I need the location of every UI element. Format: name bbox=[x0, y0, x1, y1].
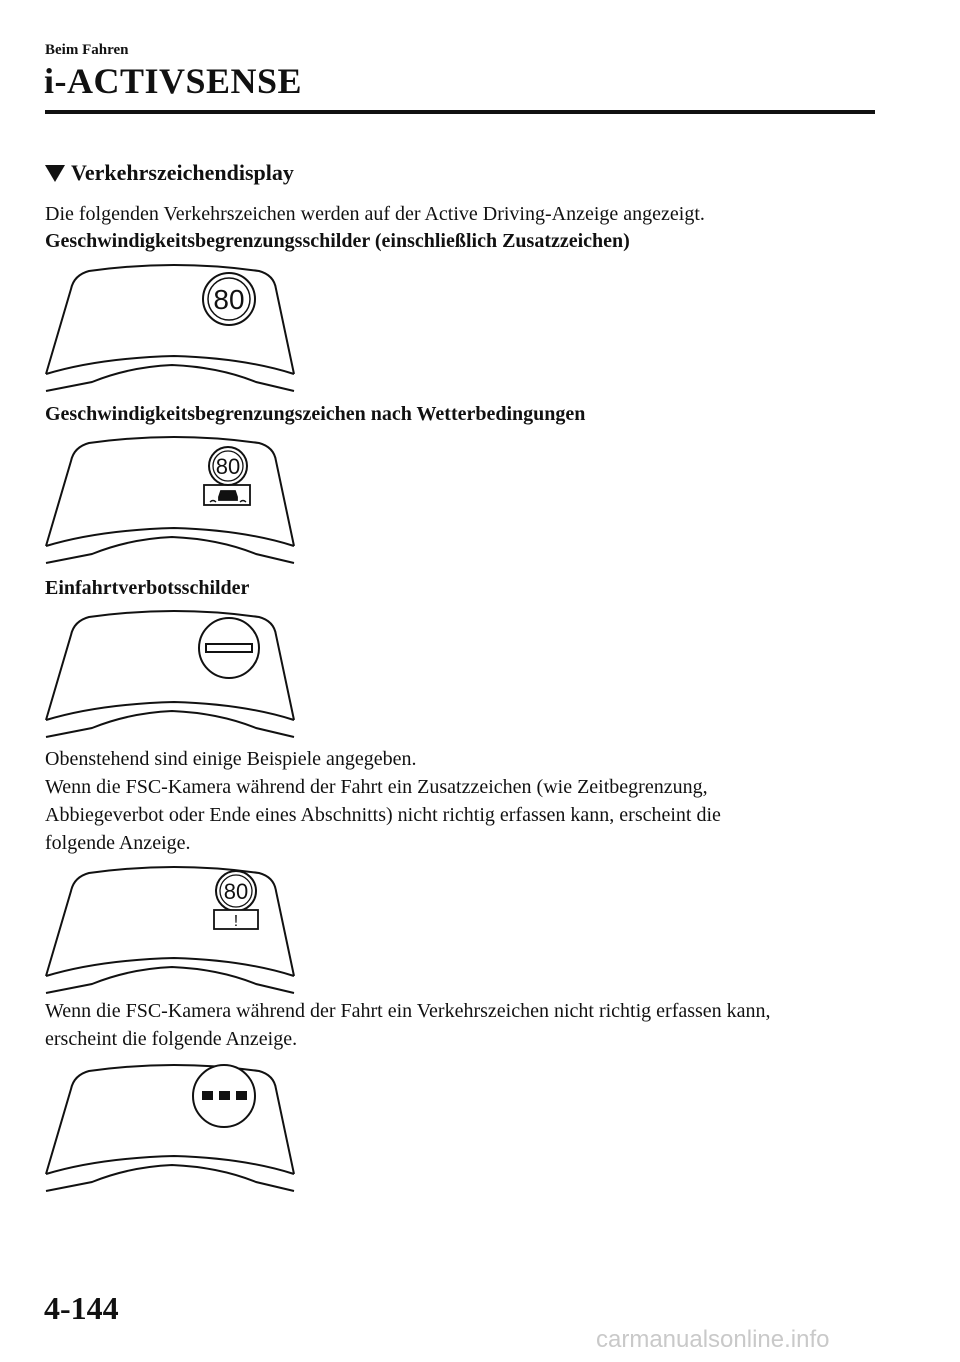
svg-text:!: ! bbox=[233, 913, 239, 930]
figure-unrecognized-supplement bbox=[44, 859, 300, 997]
no-entry-subhead: Einfahrtverbotsschilder bbox=[45, 577, 250, 599]
speed-limit-sign-icon bbox=[216, 871, 256, 911]
no-entry-sign-icon bbox=[199, 618, 259, 678]
speed-limit-sign-icon bbox=[203, 273, 255, 325]
windshield-display-illustration bbox=[44, 429, 300, 567]
examples-text-4: folgende Anzeige. bbox=[45, 832, 191, 854]
examples-text-2: Wenn die FSC-Kamera während der Fahrt ein Zusatzzeichen (wie Zeitbegrenzung, bbox=[45, 776, 708, 798]
unrecognized-text-1: Wenn die FSC-Kamera während der Fahrt ein Verkehrszeichen nicht richtig erfassen kann, bbox=[45, 1000, 771, 1022]
watermark: carmanualsonline.info bbox=[596, 1326, 830, 1353]
windshield-display-illustration bbox=[44, 257, 300, 395]
unrecognized-sign-icon bbox=[193, 1065, 255, 1127]
triangle-bullet-icon bbox=[45, 165, 65, 182]
windshield-display-illustration bbox=[44, 603, 300, 741]
section-title: i-ACTIVSENSE bbox=[44, 61, 303, 101]
figure-weather-speed-limit bbox=[44, 429, 300, 567]
page-number: 4-144 bbox=[44, 1290, 119, 1326]
slippery-road-icon bbox=[204, 485, 250, 505]
intro-text: Die folgenden Verkehrszeichen werden auf der Active Driving-Anzeige angezeigt. bbox=[45, 203, 705, 225]
examples-text-3: Abbiegeverbot oder Ende eines Abschnitts) nicht richtig erfassen kann, erscheint die bbox=[45, 804, 721, 826]
exclamation-icon bbox=[214, 910, 258, 930]
speed-value: 80 bbox=[223, 879, 249, 904]
figure-unrecognized-sign bbox=[44, 1057, 300, 1195]
speed-limit-sign-icon bbox=[209, 447, 247, 485]
speed-value: 80 bbox=[213, 284, 245, 315]
figure-speed-limit bbox=[44, 257, 300, 395]
speed-value: 80 bbox=[215, 454, 241, 479]
chapter-label: Beim Fahren bbox=[45, 42, 129, 58]
windshield-display-illustration bbox=[44, 859, 300, 997]
weather-subhead: Geschwindigkeitsbegrenzungszeichen nach Wetterbedingungen bbox=[45, 403, 586, 425]
subsection-heading-text: Verkehrszeichendisplay bbox=[71, 160, 294, 185]
speed-limit-subhead: Geschwindigkeitsbegrenzungsschilder (einschließlich Zusatzzeichen) bbox=[45, 230, 630, 252]
unrecognized-text-2: erscheint die folgende Anzeige. bbox=[45, 1028, 298, 1050]
examples-text-1: Obenstehend sind einige Beispiele angegeben. bbox=[45, 748, 417, 770]
figure-no-entry bbox=[44, 603, 300, 741]
subsection-heading bbox=[45, 160, 294, 186]
header-divider bbox=[45, 110, 875, 114]
windshield-display-illustration bbox=[44, 1057, 300, 1195]
